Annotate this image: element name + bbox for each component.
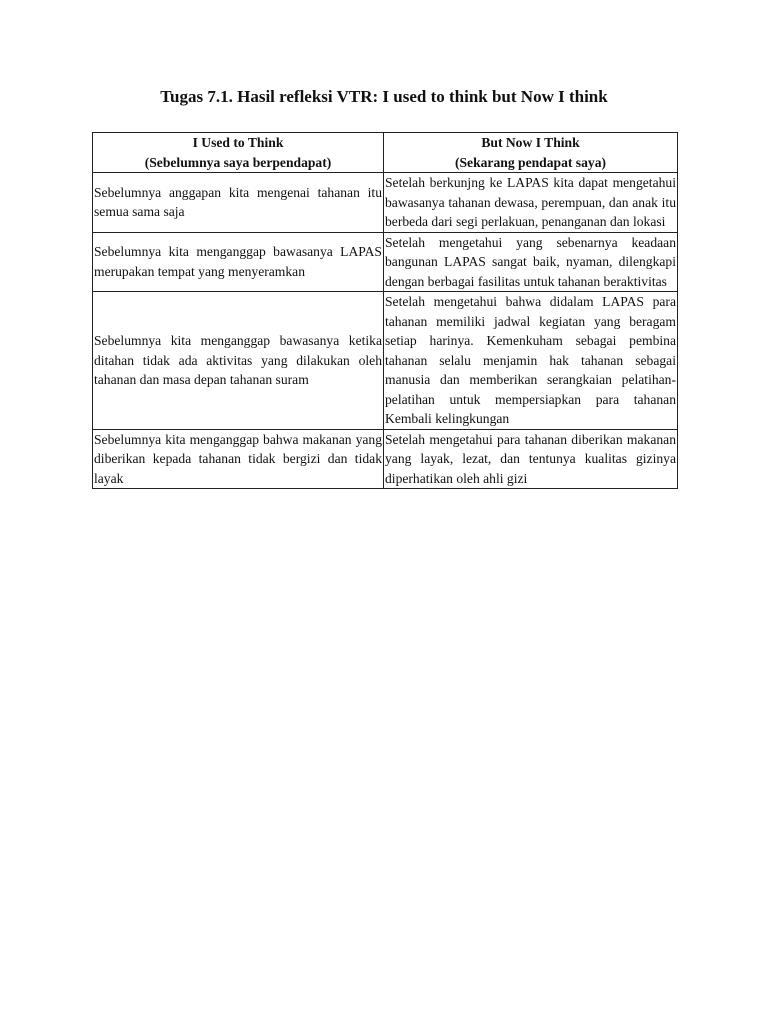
- cell-used-to-think: Sebelumnya kita menganggap bawasanya ketika ditahan tidak ada aktivitas yang dilakukan oleh tahanan dan masa depan tahanan suram: [93, 292, 384, 430]
- header-used-to-think-title: I Used to Think: [192, 135, 284, 150]
- cell-used-to-think: Sebelumnya kita menganggap bahwa makanan yang diberikan kepada tahanan tidak bergizi dan tidak layak: [93, 429, 384, 489]
- table-row: [93, 292, 678, 430]
- cell-now-i-think: Setelah mengetahui para tahanan diberikan makanan yang layak, lezat, dan tentunya kualitas gizinya diperhatikan oleh ahli gizi: [384, 429, 678, 489]
- table-row: [93, 429, 678, 489]
- cell-now-i-think: Setelah mengetahui yang sebenarnya keadaan bangunan LAPAS sangat baik, nyaman, dilengkapi dengan berbagai fasilitas untuk tahanan beraktivitas: [384, 232, 678, 292]
- header-now-i-think-title: But Now I Think: [481, 135, 580, 150]
- table-row: [93, 173, 678, 233]
- reflection-table: [92, 132, 678, 489]
- cell-now-i-think: Setelah mengetahui bahwa didalam LAPAS para tahanan memiliki jadwal kegiatan yang beragam setiap harinya. Kemenkuham sebagai pembina tahanan selalu menjamin hak tahanan sebagai manusia dan memberikan serangkaian pelatihan-pelatihan untuk mempersiapkan para tahanan Kembali kelingkungan: [384, 292, 678, 430]
- cell-used-to-think: Sebelumnya kita menganggap bawasanya LAPAS merupakan tempat yang menyeramkan: [93, 232, 384, 292]
- header-now-i-think-subtitle: (Sekarang pendapat saya): [454, 154, 607, 170]
- cell-now-i-think: Setelah berkunjng ke LAPAS kita dapat mengetahui bawasanya tahanan dewasa, perempuan, dan anak itu berbeda dari segi perlakuan, penanganan dan lokasi: [384, 173, 678, 233]
- header-used-to-think-subtitle: (Sebelumnya saya berpendapat): [144, 154, 332, 170]
- cell-used-to-think: Sebelumnya anggapan kita mengenai tahanan itu semua sama saja: [93, 173, 384, 233]
- table-row: [93, 232, 678, 292]
- table-header-row: [93, 133, 678, 173]
- page-title: Tugas 7.1. Hasil refleksi VTR: I used to think but Now I think: [160, 87, 608, 106]
- header-now-i-think: [384, 133, 678, 173]
- header-used-to-think: [93, 133, 384, 173]
